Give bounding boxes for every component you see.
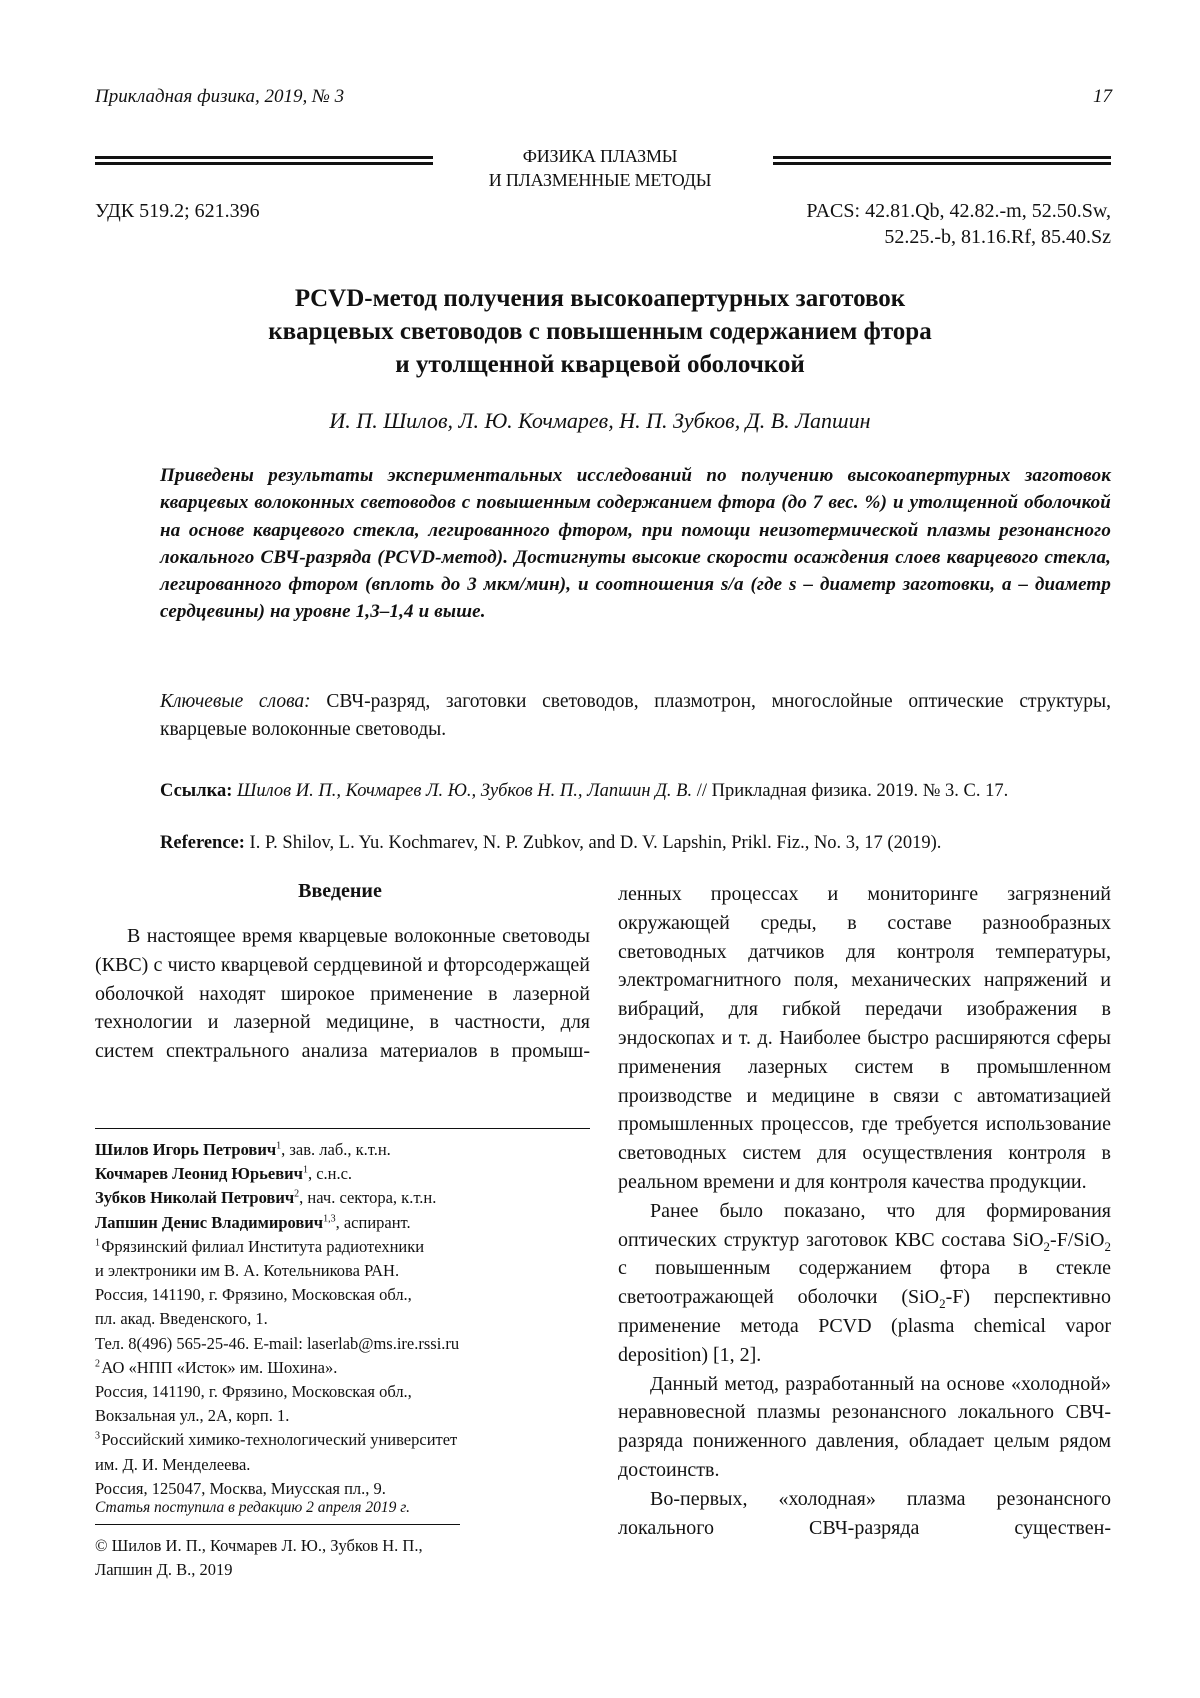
affiliation-mark: 1 bbox=[95, 1237, 100, 1249]
udk-code: УДК 519.2; 621.396 bbox=[95, 200, 260, 222]
affiliation-line: Вокзальная ул., 2А, корп. 1. bbox=[95, 1406, 290, 1426]
contact-line: Тел. 8(496) 565-25-46. E-mail: laserlab@ms.ire.rssi.ru bbox=[95, 1333, 460, 1353]
author-name: Кочмарев Леонид Юрьевич bbox=[95, 1164, 303, 1184]
affiliation-line: пл. акад. Введенского, 1. bbox=[95, 1309, 268, 1329]
footnote-divider bbox=[95, 1128, 590, 1129]
keywords bbox=[160, 688, 1111, 744]
page-number: 17 bbox=[1093, 86, 1112, 107]
pacs-codes bbox=[600, 198, 1111, 250]
affiliation-text: Российский химико-технологический университет bbox=[101, 1430, 458, 1450]
rubric-line: И ПЛАЗМЕННЫЕ МЕТОДЫ bbox=[488, 170, 712, 190]
pacs-line: PACS: 42.81.Qb, 42.82.-m, 52.50.Sw, bbox=[806, 200, 1111, 222]
affiliation-line: им. Д. И. Менделеева. bbox=[95, 1454, 251, 1474]
author-note bbox=[95, 1186, 590, 1210]
reference-label: Reference: bbox=[160, 833, 245, 853]
subscript: 2 bbox=[1104, 1238, 1111, 1254]
subscript: 2 bbox=[939, 1296, 946, 1312]
author-name: Зубков Николай Петрович bbox=[95, 1188, 295, 1208]
affiliation-line: Россия, 125047, Москва, Миусская пл., 9. bbox=[95, 1478, 386, 1498]
affiliation-line: и электроники им В. А. Котельникова РАН. bbox=[95, 1261, 400, 1281]
author-footnotes bbox=[95, 1138, 590, 1501]
author-role: , нач. сектора, к.т.н. bbox=[299, 1188, 437, 1208]
article-title bbox=[140, 282, 1060, 381]
citation-label: Ссылка: bbox=[160, 781, 233, 801]
journal-header: Прикладная физика, 2019, № 3 bbox=[95, 86, 345, 107]
copyright bbox=[95, 1534, 590, 1582]
rubric-rule-left bbox=[95, 156, 433, 165]
affiliation-line bbox=[95, 1428, 590, 1452]
author-note bbox=[95, 1138, 590, 1162]
abstract: Приведены результаты экспериментальных исследований по получению высокоапертурных заготовок кварцевых волоконных световодов с повышенным содержанием фтора (до 7 вес. %) и утолщенной оболочкой на основе кварцевого стекла, легированного фтором, при помощи неизотермической плазмы резонансного локального СВЧ-разряда (PCVD-метод). Достигнуты высокие скорости осаждения слоев кварцевого стекла, легированного фтором (вплоть до 3 мкм/мин), и соотношения s/a (где s – диаметр заготовки, a – диаметр сердцевины) на уровне 1,3–1,4 и выше. bbox=[160, 465, 1111, 623]
author-role: , с.н.с. bbox=[307, 1164, 353, 1184]
affiliation-line bbox=[95, 1356, 590, 1380]
citation-en bbox=[160, 830, 1111, 856]
affiliation-line: Россия, 141190, г. Фрязино, Московская обл., bbox=[95, 1285, 412, 1305]
title-line: кварцевых световодов с повышенным содержанием фтора bbox=[268, 318, 932, 345]
affiliation-mark: 1 bbox=[276, 1140, 282, 1152]
affiliation-mark: 2 bbox=[294, 1188, 300, 1200]
text-run: Ранее было показано, что для формирования оптических структур заготовок КВС состава SiO bbox=[618, 1199, 1111, 1251]
citation-authors: Шилов И. П., Кочмарев Л. Ю., Зубков Н. П., Лапшин Д. В. bbox=[237, 781, 693, 801]
author-note bbox=[95, 1162, 590, 1186]
author-note bbox=[95, 1211, 590, 1235]
paragraph: В настоящее время кварцевые волоконные световоды (КВС) с чисто кварцевой сердцевиной и фторсодержащей оболочкой находят широкое применение в лазерной технологии и лазерной медицине, в частности, для систем спектрального анализа материалов в промыш- bbox=[95, 925, 590, 1063]
citation-source: // Прикладная физика. 2019. № 3. С. 17. bbox=[696, 781, 1009, 801]
paragraph: Во-первых, «холодная» плазма резонансного локального СВЧ-разряда существен- bbox=[618, 1487, 1111, 1539]
copyright-divider bbox=[95, 1524, 460, 1525]
affiliation-mark: 1,3 bbox=[323, 1213, 336, 1225]
affiliation-line bbox=[95, 1235, 590, 1259]
affiliation-line: Россия, 141190, г. Фрязино, Московская обл., bbox=[95, 1382, 412, 1402]
affiliation-text: Фрязинский филиал Института радиотехники bbox=[101, 1236, 425, 1256]
section-heading: Введение bbox=[298, 880, 382, 902]
pacs-line: 52.25.-b, 81.16.Rf, 85.40.Sz bbox=[884, 226, 1111, 248]
affiliation-mark: 1 bbox=[302, 1164, 308, 1176]
subscript: 2 bbox=[1043, 1238, 1051, 1254]
paragraph: Данный метод, разработанный на основе «холодной» неравновесной плазмы резонансного локального СВЧ-разряда пониженного давления, обладает целым рядом достоинств. bbox=[618, 1372, 1111, 1481]
rubric bbox=[440, 144, 760, 192]
copyright-line: Лапшин Д. В., 2019 bbox=[95, 1560, 233, 1580]
copyright-line: © Шилов И. П., Кочмарев Л. Ю., Зубков Н. П., bbox=[95, 1536, 423, 1555]
paragraph: ленных процессах и мониторинге загрязнений окружающей среды, в составе разнообразных световодных датчиков для контроля температуры, электромагнитного поля, механических напряжений и вибраций, для гибкой передачи изображения в эндоскопах и т. д. Наиболее быстро расширяются сферы применения лазерных систем в промышленном производстве и медицине в связи с автоматизацией промышленных процессов, где требуется использование световодных систем для осуществления контроля в реальном времени и для контроля качества продукции. bbox=[618, 883, 1111, 1193]
authors: И. П. Шилов, Л. Ю. Кочмарев, Н. П. Зубков, Д. В. Лапшин bbox=[329, 408, 871, 433]
keywords-text: СВЧ-разряд, заготовки световодов, плазмотрон, многослойные оптические структуры, кварцевые волоконные световоды. bbox=[160, 691, 1112, 740]
text-run: -F) перспективно применение метода PCVD (plasma chemical vapor deposition) [1, 2]. bbox=[618, 1286, 1111, 1366]
author-name: Шилов Игорь Петрович bbox=[95, 1140, 277, 1159]
affiliation-mark: 2 bbox=[95, 1358, 100, 1370]
citation-ru bbox=[160, 778, 1111, 804]
text-run: -F/SiO bbox=[1050, 1228, 1105, 1251]
text-run: с повышенным содержанием фтора в стекле светоотражающей оболочки (SiO bbox=[618, 1257, 1111, 1309]
affiliation-mark: 3 bbox=[95, 1430, 100, 1442]
paragraph bbox=[618, 1197, 1111, 1370]
author-role: , аспирант. bbox=[335, 1212, 411, 1232]
author-name: Лапшин Денис Владимирович bbox=[95, 1212, 324, 1232]
rubric-rule-right bbox=[773, 156, 1111, 165]
keywords-label: Ключевые слова: bbox=[160, 691, 311, 712]
author-role: , зав. лаб., к.т.н. bbox=[281, 1140, 391, 1159]
reference-text: I. P. Shilov, L. Yu. Kochmarev, N. P. Zubkov, and D. V. Lapshin, Prikl. Fiz., No. 3, 17 (2019). bbox=[249, 833, 942, 853]
received-date: Статья поступила в редакцию 2 апреля 2019 г. bbox=[95, 1499, 410, 1516]
rubric-line: ФИЗИКА ПЛАЗМЫ bbox=[522, 146, 678, 166]
title-line: PCVD-метод получения высокоапертурных заготовок bbox=[294, 285, 906, 312]
left-column bbox=[95, 922, 590, 1066]
right-column bbox=[618, 880, 1111, 1542]
title-line: и утолщенной кварцевой оболочкой bbox=[395, 351, 805, 378]
affiliation-text: АО «НПП «Исток» им. Шохина». bbox=[101, 1357, 338, 1377]
